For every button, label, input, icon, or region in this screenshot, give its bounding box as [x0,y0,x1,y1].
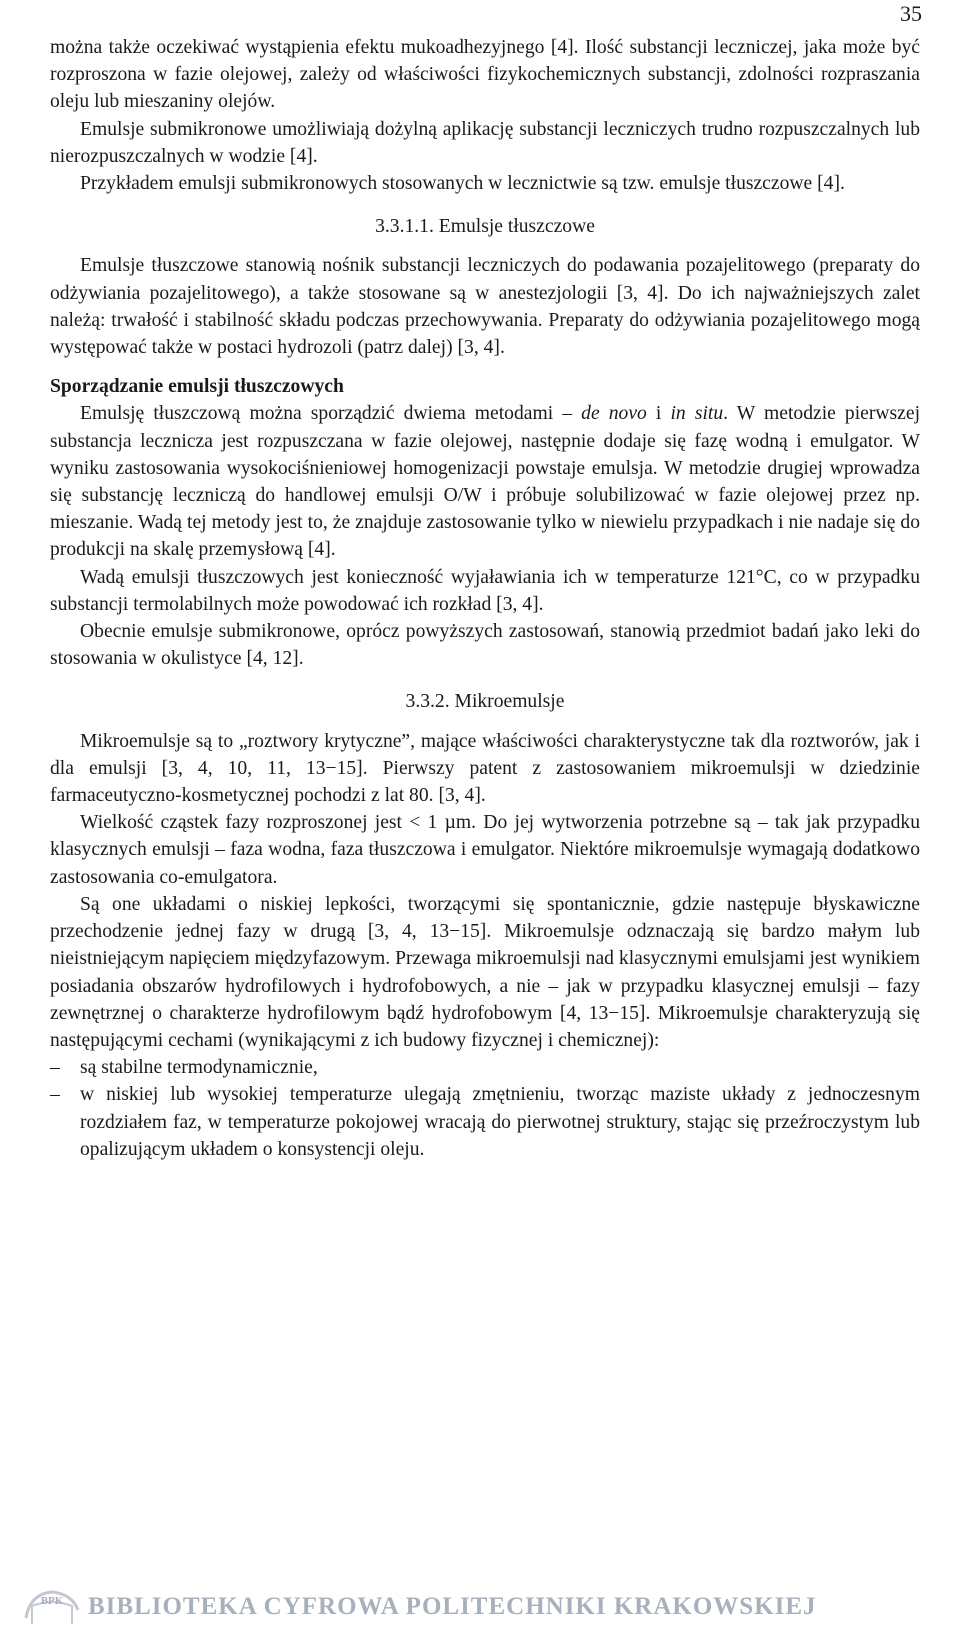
footer-library-name: BIBLIOTEKA CYFROWA POLITECHNIKI KRAKOWSKIEJ [88,1593,817,1620]
paragraph-5-mid: i [646,403,671,425]
paragraph-4: Emulsje tłuszczowe stanowią nośnik substancji leczniczych do podawania pozajelitowego (preparaty do odżywiania pozajelitowego), a także stosowane są w anestezjologii [3, 4]. Do ich najważniejszych zalet należą: trwałość i stabilność składu podczas przechowywania. Preparaty do odżywiania pozajelitowego mogą występować także w postaci hydrozoli (patrz dalej) [3, 4]. [50,255,920,359]
list-dash: – [50,1084,60,1106]
term-in-situ: in situ [670,403,724,425]
subheading-preparation: Sporządzanie emulsji tłuszczowych [50,376,344,398]
page-number: 35 [900,1,922,26]
section-title-3-3-2: 3.3.2. Mikroemulsje [405,691,565,713]
paragraph-5 [50,400,920,563]
section-title-3-3-1-1: 3.3.1.1. Emulsje tłuszczowe [375,216,595,238]
list-item-text: są stabilne termodynamicznie, [80,1057,318,1079]
library-logo-icon [22,1588,82,1628]
paragraph-9: Wielkość cząstek fazy rozproszonej jest < 1 µm. Do jej wytworzenia potrzebne są – tak jak przypadku klasycznych emulsji – faza wodna, faza tłuszczowa i emulgator. Niektóre mikroemulsje wymagają dodatkowo zastosowania co-emulgatora. [50,812,920,888]
paragraph-7: Obecnie emulsje submikronowe, oprócz powyższych zastosowań, stanowią przedmiot badań jako leki do stosowania w okulistyce [4, 12]. [50,621,920,670]
paragraph-3: Przykładem emulsji submikronowych stosowanych w lecznictwie są tzw. emulsje tłuszczowe [4]. [80,173,845,195]
page-body [50,34,920,1163]
paragraph-2: Emulsje submikronowe umożliwiają dożylną aplikację substancji leczniczych trudno rozpuszczalnych lub nierozpuszczalnych w wodzie [4]. [50,118,920,167]
paragraph-10: Są one układami o niskiej lepkości, tworzącymi się spontanicznie, gdzie następuje błyskawiczne przechodzenie jednej fazy w drugą [3, 4, 13−15]. Mikroemulsje odznaczają się bardzo małym lub nieistniejącym napięciem międzyfazowym. Przewaga mikroemulsji nad klasycznymi emulsjami jest wynikiem posiadania obszarów hydrofilowych i hydrofobowych, a nie – jak w przypadku klasycznej emulsji – fazy zewnętrznej o charakterze hydrofilowym bądź hydrofobowym [4, 13−15]. Mikroemulsje charakteryzują się następującymi cechami (wynikającymi z ich budowy fizycznej i chemicznej): [50,893,920,1051]
paragraph-8: Mikroemulsje są to „roztwory krytyczne”, mające właściwości charakterystyczne tak dla roztworów, jak i dla emulsji [3, 4, 10, 11, 13−15]. Pierwszy patent z zastosowaniem mikroemulsji w dziedzinie farmaceutyczno-kosmetycznej pochodzi z lat 80. [3, 4]. [50,730,920,807]
list-item [50,1081,920,1163]
svg-text:BPK: BPK [40,1595,64,1607]
footer-watermark [22,1588,937,1628]
paragraph-1: można także oczekiwać wystąpienia efektu mukoadhezyjnego [4]. Ilość substancji leczniczej, jaka może być rozproszona w fazie olejowej, zależy od właściwości fizykochemicznych substancji, zdolności rozpraszania oleju lub mieszaniny olejów. [50,37,920,113]
paragraph-5-start: Emulsję tłuszczową można sporządzić dwiema metodami – [80,403,582,425]
list-dash: – [50,1057,60,1079]
paragraph-5-end: . W metodzie pierwszej substancja lecznicza jest rozpuszczana w fazie olejowej, następnie dodaje się fazę wodną i emulgator. W wyniku zastosowania wysokociśnieniowej homogenizacji powstaje emulsja. W metodzie drugiej wprowadza się substancję leczniczą do handlowej emulsji O/W i próbuje solubilizować w fazie olejowej przez np. mieszanie. Wadą tej metody jest to, że znajduje zastosowanie tylko w niewielu przypadkach i nie nadaje się do produkcji na skalę przemysłową [4]. [50,403,921,561]
properties-list [50,1054,920,1163]
list-item-text: w niskiej lub wysokiej temperaturze ulegają zmętnieniu, tworząc maziste układy z jednoczesnym rozdziałem faz, w temperaturze pokojowej wracają do pierwotnej struktury, stając się przeźroczystym lub opalizującym układem o konsystencji oleju. [80,1084,920,1160]
term-de-novo: de novo [581,403,647,425]
list-item [50,1054,920,1081]
paragraph-6: Wadą emulsji tłuszczowych jest konieczność wyjaławiania ich w temperaturze 121°C, co w przypadku substancji termolabilnych może powodować ich rozkład [3, 4]. [50,566,920,615]
